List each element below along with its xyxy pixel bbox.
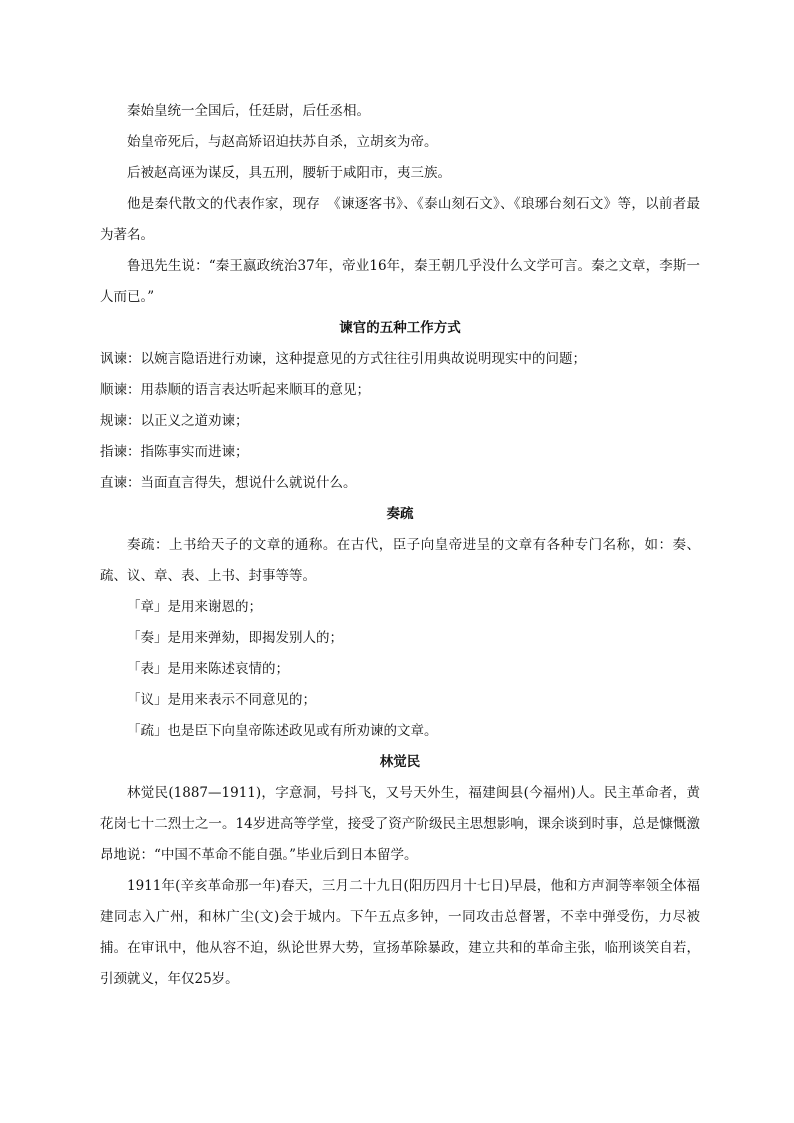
- paragraph: 奏疏：上书给天子的文章的通称。在古代，臣子向皇帝进呈的文章有各种专门名称，如：奏、疏、议、章、表、上书、封事等等。: [100, 537, 700, 584]
- paragraph: 后被赵高诬为谋反，具五刑，腰斩于咸阳市，夷三族。: [127, 165, 451, 181]
- paragraph: 秦始皇统一全国后，任廷尉，后任丞相。: [127, 103, 370, 119]
- list-item: 「议」是用来表示不同意见的；: [127, 692, 316, 708]
- paragraph: 他是秦代散文的代表作家，现存 《谏逐客书》、《泰山刻石文》、《琅琊台刻石文》等，以前者最为著名。: [100, 196, 700, 243]
- list-item: 讽谏：以婉言隐语进行劝谏，这种提意见的方式往往引用典故说明现实中的问题；: [100, 351, 586, 367]
- list-item: 「章」是用来谢恩的；: [127, 599, 262, 615]
- lin-juemin-section: [100, 747, 700, 995]
- paragraph: 1911年(辛亥革命那一年)春天，三月二十九日(阳历四月十七日)早晨，他和方声洞等率领全体福建同志入广州，和林广尘(文)会于城内。下午五点多钟，一同攻击总督署，不幸中弹受伤，力尽被捕。在审讯中，他从容不迫，纵论世界大势，宣扬革除暴政，建立共和的革命主张，临刑谈笑自若，引颈就义，年仅25岁。: [100, 878, 700, 987]
- li-si-section: [100, 96, 700, 313]
- paragraph: 鲁迅先生说：“秦王嬴政统治37年，帝业16年，秦王朝几乎没什么文学可言。秦之文章，李斯一人而已。”: [100, 258, 700, 305]
- jianguan-section: [100, 313, 700, 499]
- zoushu-section: [100, 499, 700, 747]
- list-item: 顺谏：用恭顺的语言表达听起来顺耳的意见；: [100, 382, 370, 398]
- list-item: 「奏」是用来弹劾，即揭发别人的；: [127, 630, 343, 646]
- paragraph: 林觉民(1887—1911)，字意洞，号抖飞，又号天外生，福建闽县(今福州)人。民主革命者，黄花岗七十二烈士之一。14岁进高等学堂，接受了资产阶级民主思想影响，课余谈到时事，总是慷慨激昂地说：“中国不革命不能自强。”毕业后到日本留学。: [100, 785, 700, 863]
- list-item: 指谏：指陈事实而进谏；: [100, 444, 249, 460]
- list-item: 规谏：以正义之道劝谏；: [100, 413, 249, 429]
- section-heading: 谏官的五种工作方式: [339, 320, 461, 336]
- list-item: 「疏」也是臣下向皇帝陈述政见或有所劝谏的文章。: [127, 723, 438, 739]
- paragraph: 始皇帝死后，与赵高矫诏迫扶苏自杀，立胡亥为帝。: [127, 134, 438, 150]
- list-item: 「表」是用来陈述哀情的；: [127, 661, 289, 677]
- section-heading: 林觉民: [379, 754, 421, 770]
- list-item: 直谏：当面直言得失，想说什么就说什么。: [100, 475, 357, 491]
- section-heading: 奏疏: [386, 506, 414, 522]
- document-body: [100, 96, 700, 995]
